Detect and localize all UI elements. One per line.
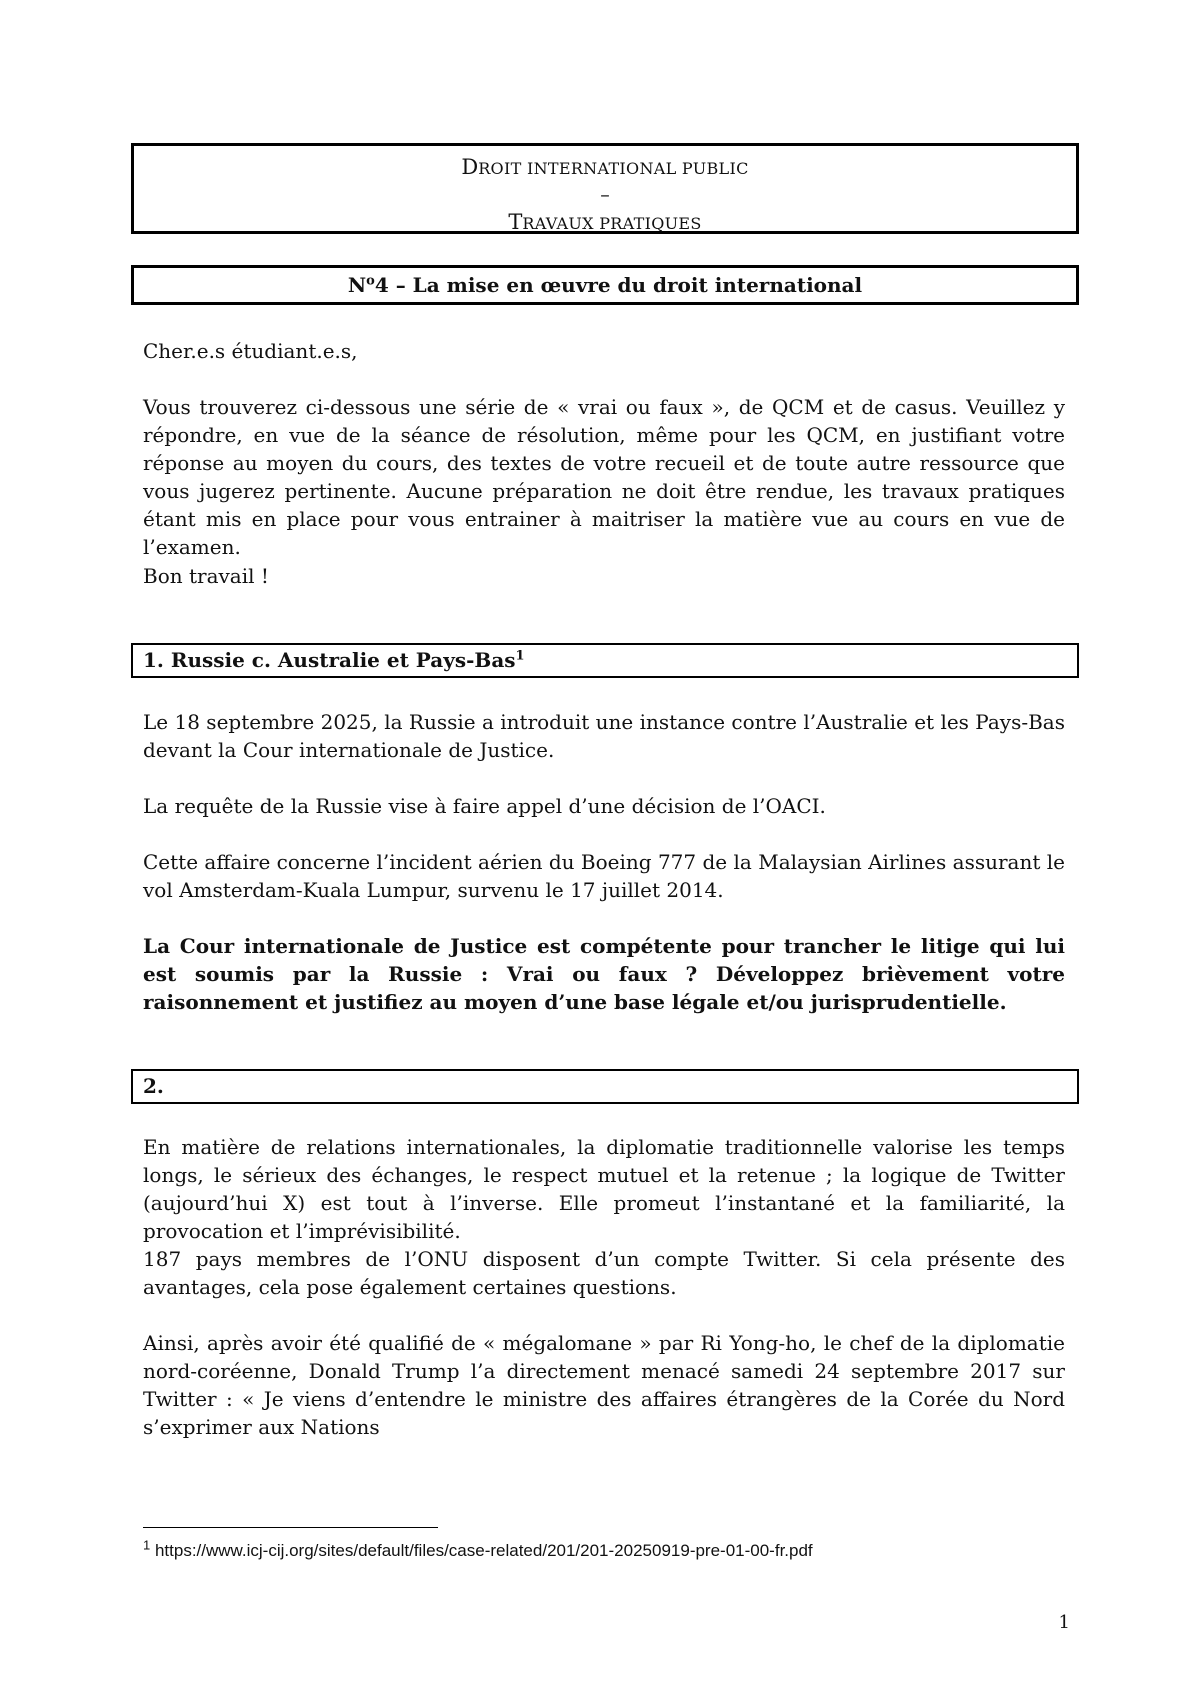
greeting: Cher.e.s étudiant.e.s, [143, 339, 358, 363]
page-number: 1 [1058, 1612, 1070, 1633]
intro-paragraph: Vous trouverez ci-dessous une série de « vrai ou faux », de QCM et de casus. Veuillez y répondre, en vue de la séance de résolution, même pour les QCM, en justifiant votre réponse au moyen du cours, des textes de votre recueil et de toute autre ressource que vous jugerez pertinente. Aucune préparation ne doit être rendue, les travaux pratiques étant mis en place pour vous entrainer à maitriser la matière vue au cours en vue de l’examen. [143, 395, 1065, 559]
footnote-divider [143, 1527, 438, 1528]
footnote: $^1$ https://www.icj-cij.org/sites/default/files/case-related/201/201-20250919-pre-01-00-fr.pdf [143, 1537, 813, 1560]
section-2-paragraph-3: Ainsi, après avoir été qualifié de « mégalomane » par Ri Yong-ho, le chef de la diplomatie nord-coréenne, Donald Trump l’a directement menacé samedi 24 septembre 2017 sur Twitter : « Je viens d’entendre le ministre des affaires étrangères de la Corée du Nord s’exprimer aux Nations [143, 1331, 1065, 1439]
section-2-heading: 2. [131, 1069, 1079, 1104]
footnote-ref: 1 [515, 648, 525, 664]
title-dash: – [600, 184, 610, 206]
doc-type-title: TRAVAUX PRATIQUES [508, 210, 702, 234]
course-title: DROIT INTERNATIONAL PUBLIC [461, 155, 749, 179]
section-1-heading: 1. Russie c. Australie et Pays-Bas$^1$ [131, 643, 1079, 678]
footnote-link[interactable]: https://www.icj-cij.org/sites/default/files/case-related/201/201-20250919-pre-01-00-fr.pdf [154, 1541, 813, 1560]
session-title: $N^o4$ – La mise en œuvre du droit international [131, 265, 1079, 305]
section-2-paragraph-1: En matière de relations internationales, la diplomatie traditionnelle valorise les temps longs, le sérieux des échanges, le respect mutuel et la retenue ; la logique de Twitter (aujourd’hui X) est tout à l’inverse. Elle promeut l’instantané et la familiarité, la provocation et l’imprévisibilité. [143, 1135, 1065, 1243]
section-2-paragraph-2: 187 pays membres de l’ONU disposent d’un compte Twitter. Si cela présente des avantages, cela pose également certaines questions. [143, 1247, 1065, 1299]
section-1-paragraph-2: La requête de la Russie vise à faire appel d’une décision de l’OACI. [143, 794, 826, 818]
closing: Bon travail ! [143, 564, 269, 588]
document-title-box [131, 143, 1079, 234]
section-1-paragraph-1: Le 18 septembre 2025, la Russie a introduit une instance contre l’Australie et les Pays-Bas devant la Cour internationale de Justice. [143, 710, 1065, 762]
section-1-question: La Cour internationale de Justice est compétente pour trancher le litige qui lui est soumis par la Russie : Vrai ou faux ? Développez brièvement votre raisonnement et justifiez au moyen d’une base légale et/ou jurisprudentielle. [143, 934, 1065, 1014]
section-1-paragraph-3: Cette affaire concerne l’incident aérien du Boeing 777 de la Malaysian Airlines assurant le vol Amsterdam-Kuala Lumpur, survenu le 17 juillet 2014. [143, 850, 1065, 902]
